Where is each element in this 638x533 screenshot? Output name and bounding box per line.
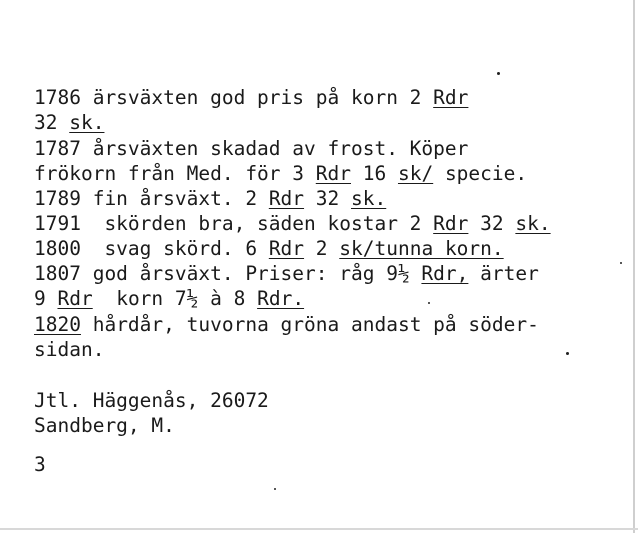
speck-mark	[566, 352, 569, 355]
underlined-unit: Rdr	[268, 237, 305, 260]
card-right-edge	[633, 0, 635, 533]
underlined-unit: Rdr	[57, 287, 93, 310]
text-segment: 9	[34, 287, 58, 310]
text-line-1787-cont	[34, 162, 527, 186]
text-line-1787	[34, 137, 468, 161]
underlined-unit: Rdr,	[421, 262, 469, 285]
text-segment: specie.	[433, 162, 528, 185]
underlined-unit: Rdr	[433, 86, 469, 109]
underlined-unit: sk.	[351, 187, 387, 210]
underlined-unit: Rdr	[268, 187, 305, 210]
text-line-1786-cont	[34, 111, 104, 135]
text-segment: 1789 fin årsväxt. 2	[34, 187, 269, 210]
speck-mark	[274, 488, 276, 490]
text-segment: sidan.	[34, 338, 105, 361]
underlined-unit: sk/	[397, 162, 434, 185]
text-segment: 32	[34, 111, 70, 134]
text-segment: korn 7½ à 8	[92, 287, 258, 310]
text-line-1789	[34, 187, 386, 211]
underlined-unit: Rdr	[433, 212, 469, 235]
text-segment: 1787 årsväxten skadad av frost. Köper	[34, 137, 469, 160]
text-segment: 1786 ärsväxten god pris på korn 2	[34, 86, 434, 109]
underlined-unit: sk/tunna korn.	[339, 237, 504, 260]
text-segment: 32	[304, 187, 352, 210]
source-author: Sandberg, M.	[34, 414, 175, 437]
text-line-1791	[34, 212, 551, 236]
underlined-unit: Rdr.	[257, 287, 305, 310]
underlined-unit: sk.	[69, 111, 105, 134]
source-location: Jtl. Häggenås, 26072	[34, 389, 269, 412]
text-segment: ärter	[468, 262, 539, 285]
text-segment: 32	[468, 212, 516, 235]
card-number: 3	[34, 453, 46, 476]
underlined-year: 1820	[34, 313, 81, 336]
text-line-1800	[34, 237, 504, 261]
speck-mark	[428, 302, 430, 304]
card-bottom-edge	[0, 528, 638, 530]
speck-mark	[497, 72, 500, 75]
underlined-unit: Rdr	[315, 162, 351, 185]
text-line-1786	[34, 86, 468, 110]
text-line-1820-cont	[34, 338, 104, 362]
underlined-unit: sk.	[515, 212, 551, 235]
text-line-1807-cont	[34, 287, 304, 311]
text-line-1807	[34, 262, 539, 286]
text-segment: frökorn från Med. för 3	[34, 162, 316, 185]
text-segment: 1800 svag skörd. 6	[34, 237, 269, 260]
text-segment: 1791 skörden bra, säden kostar 2	[34, 212, 434, 235]
text-segment: 1807 god årsväxt. Priser: råg 9½	[34, 262, 422, 285]
text-segment: 2	[304, 237, 340, 260]
speck-mark	[620, 262, 622, 264]
text-segment: 16	[351, 162, 398, 185]
text-line-1820	[34, 313, 539, 337]
text-segment: hårdår, tuvorna gröna andast på söder-	[80, 313, 539, 336]
